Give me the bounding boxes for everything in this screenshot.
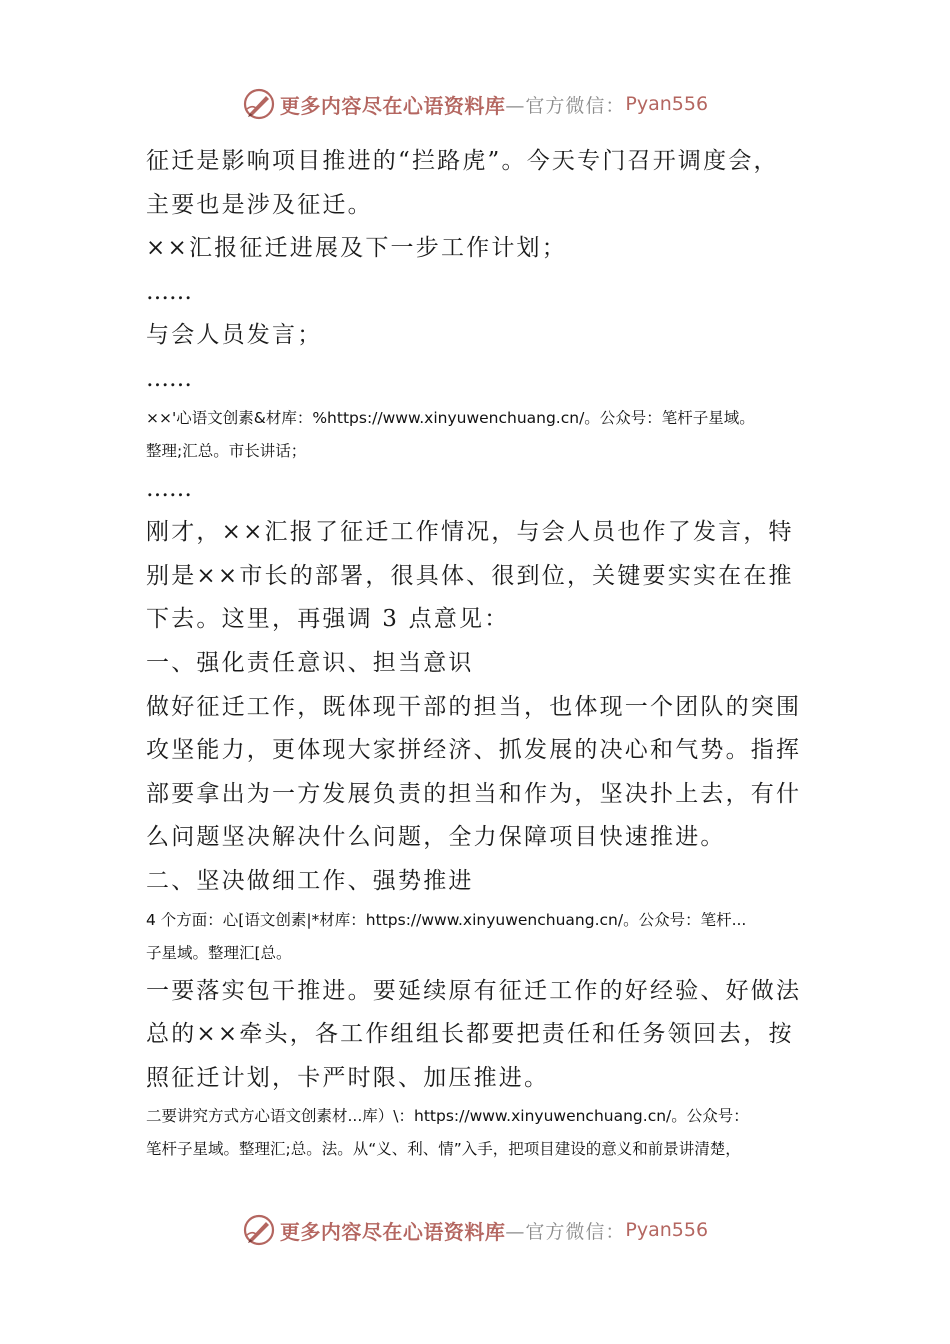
paragraph-line: ××汇报征迁进展及下一步工作计划；	[146, 235, 567, 262]
paragraph-line: 一要落实包干推进。要延续原有征迁工作的好经验、好做法	[146, 977, 802, 1004]
section-heading: 一、强化责任意识、担当意识	[146, 649, 474, 676]
paragraph-line: 攻坚能力，更体现大家拼经济、抓发展的决心和气势。指挥	[146, 737, 802, 764]
header-watermark-banner	[0, 82, 950, 126]
banner-text-official: —官方微信：	[505, 1220, 626, 1243]
banner-text-wechat-id: Pyan556	[625, 1219, 709, 1241]
section-heading: 二、坚决做细工作、强势推进	[146, 867, 474, 894]
paragraph-line: 刚才，××汇报了征迁工作情况，与会人员也作了发言，特	[146, 519, 794, 546]
paragraph-line: 么问题坚决解决什么问题，全力保障项目快速推进。	[146, 824, 726, 851]
pen-logo-icon	[242, 87, 276, 121]
paragraph-line: 别是××市长的部署，很具体、很到位，关键要实实在在推	[146, 562, 794, 589]
banner-text-official: —官方微信：	[505, 94, 626, 117]
ellipsis-line: ……	[146, 278, 192, 305]
paragraph-line: 照征迁计划，卡严时限、加压推进。	[146, 1064, 550, 1091]
watermark-line: 子星域。整理汇[总。	[146, 943, 292, 962]
watermark-line: 整理;汇总。市长讲话；	[146, 441, 307, 460]
paragraph-line: 主要也是涉及征迁。	[146, 191, 373, 218]
paragraph-line: 与会人员发言；	[146, 322, 323, 349]
watermark-line: ××'心语文创素&材库：%https://www.xinyuwenchuang.cn/。公众号：笔杆子星域。	[146, 408, 755, 427]
paragraph-line: 下去。这里，再强调 3 点意见：	[146, 606, 510, 633]
ellipsis-line: ……	[146, 475, 192, 502]
pen-logo-icon	[242, 1213, 276, 1247]
banner-text-library: 更多内容尽在心语资料库	[279, 93, 506, 118]
ellipsis-line: ……	[146, 365, 192, 392]
watermark-line: 笔杆子星域。整理汇;总。法。从“义、利、情”入手，把项目建设的意义和前景讲清楚，	[146, 1140, 741, 1159]
banner-text-wechat-id: Pyan556	[625, 93, 709, 115]
paragraph-line: 总的××牵头，各工作组组长都要把责任和任务领回去，按	[146, 1021, 794, 1048]
banner-text-library: 更多内容尽在心语资料库	[279, 1219, 506, 1244]
footer-watermark-banner	[0, 1208, 950, 1252]
paragraph-line: 征迁是影响项目推进的“拦路虎”。今天专门召开调度会，	[146, 148, 779, 174]
watermark-line: 4 个方面：心[语文创素|*材库：https://www.xinyuwenchuang.cn/。公众号：笔杆...	[146, 910, 747, 929]
document-body	[146, 140, 810, 1166]
paragraph-line: 做好征迁工作，既体现干部的担当，也体现一个团队的突围	[146, 693, 802, 720]
watermark-line: 二要讲究方式方心语文创素材...库）\：https://www.xinyuwenchuang.cn/。公众号：	[146, 1107, 749, 1126]
paragraph-line: 部要拿出为一方发展负责的担当和作为，坚决扑上去，有什	[146, 780, 802, 807]
